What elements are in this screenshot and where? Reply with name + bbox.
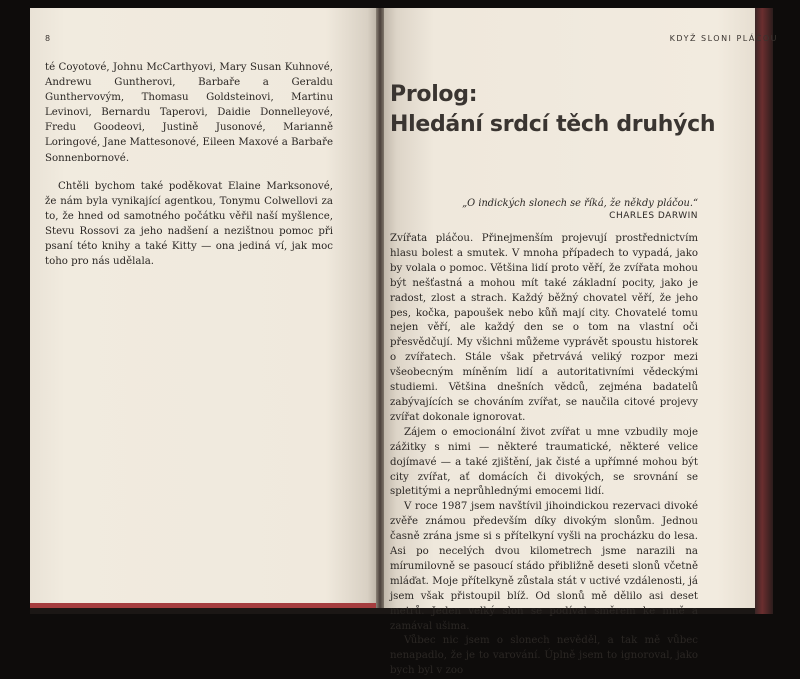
acknowledgement-paragraph: Chtěli bychom také poděkovat Elaine Marksonové, že nám byla vynikající agentkou, Tonymu Colwellovi za to, že hned od samotného počátku věřil naší myšlence, Stevu Rossovi za jeho nadšení a nezištnou pomoc při psaní této knihy a také Kitty — ona jediná ví, jak moc toho pro nás udělala.	[45, 180, 333, 268]
body-paragraph: V roce 1987 jsem navštívil jihoindickou rezervaci divoké zvěře známou především díky divokým slonům. Jednou časně zrána jsme si s přítelkyní vyšli na procházku do lesa. Asi po necelých dvou kilometrech jsme narazili na mírumilovně se pasoucí stádo přibližně deseti slonů včetně mláďat. Moje přítelkyně zůstala stát v uctivé vzdálenosti, já jsem však přistoupil blíž. Od slonů mě dělilo asi deset metrů. Jeden velký slon se podíval směrem ke mně a zamával ušima.	[390, 501, 698, 632]
epigraph-quote: „O indických slonech se říká, že někdy pláčou.“	[462, 198, 698, 209]
running-title: KDYŽ SLONI PLÁČOU	[669, 34, 778, 43]
book-gutter	[376, 8, 384, 608]
right-page-text	[390, 232, 698, 679]
epigraph-author: CHARLES DARWIN	[609, 211, 698, 221]
body-paragraph: Vůbec nic jsem o slonech nevěděl, a tak mě vůbec nenapadlo, že je to varování. Úplně jsem to ignoroval, jako bych byl v zoo	[390, 635, 698, 677]
left-page-text	[45, 60, 333, 269]
page-number: 8	[45, 34, 52, 43]
chapter-title	[390, 80, 716, 140]
epigraph	[420, 197, 698, 223]
acknowledgement-paragraph: té Coyotové, Johnu McCarthyovi, Mary Susan Kuhnové, Andrewu Guntherovi, Barbaře a Geraldu Gunthervovým, Thomasu Goldsteinovi, Martinu Levinovi, Bernardu Taperovi, Daidie Donnelleyové, Fredu Goodeovi, Justině Jusonové, Marianně Loringové, Jane Mattesonové, Eileen Maxové a Barbaře Sonnenbornové.	[45, 62, 333, 164]
chapter-title-line: Hledání srdcí těch druhých	[390, 112, 716, 137]
body-paragraph: Zájem o emocionální život zvířat u mne vzbudily moje zážitky s nimi — některé traumatické, některé velice dojímavé — a také zjištění, jak čisté a upřímné mohou být city zvířat, ať domácích či divokých, se srovnání se spletitými a neprůhlednými emocemi lidí.	[390, 426, 698, 498]
book-cover-edge	[755, 8, 773, 614]
body-paragraph: Zvířata pláčou. Přinejmenším projevují prostřednictvím hlasu bolest a smutek. V mnoha případech to vypadá, jako by volala o pomoc. Většina lidí proto věří, že zvířata mohou být nešťastná a mohou mít také základní pocity, jako je radost, zlost a strach. Každý běžný chovatel věří, že jeho pes, kočka, papoušek nebo kůň mají city. Chovatelé tomu nejen věří, ale každý den se o tom na vlastní oči přesvědčují. My všichni můžeme vyprávět spoustu historek o zvířatech. Stále však přetrvává veliký rozpor mezi všeobecným míněním lidí a autoritativními vědeckými studiemi. Většina dnešních vědců, zejména badatelů zabývajících se chováním zvířat, se naučila citové projevy zvířat dokonale ignorovat.	[390, 233, 698, 423]
chapter-title-line: Prolog:	[390, 82, 478, 107]
